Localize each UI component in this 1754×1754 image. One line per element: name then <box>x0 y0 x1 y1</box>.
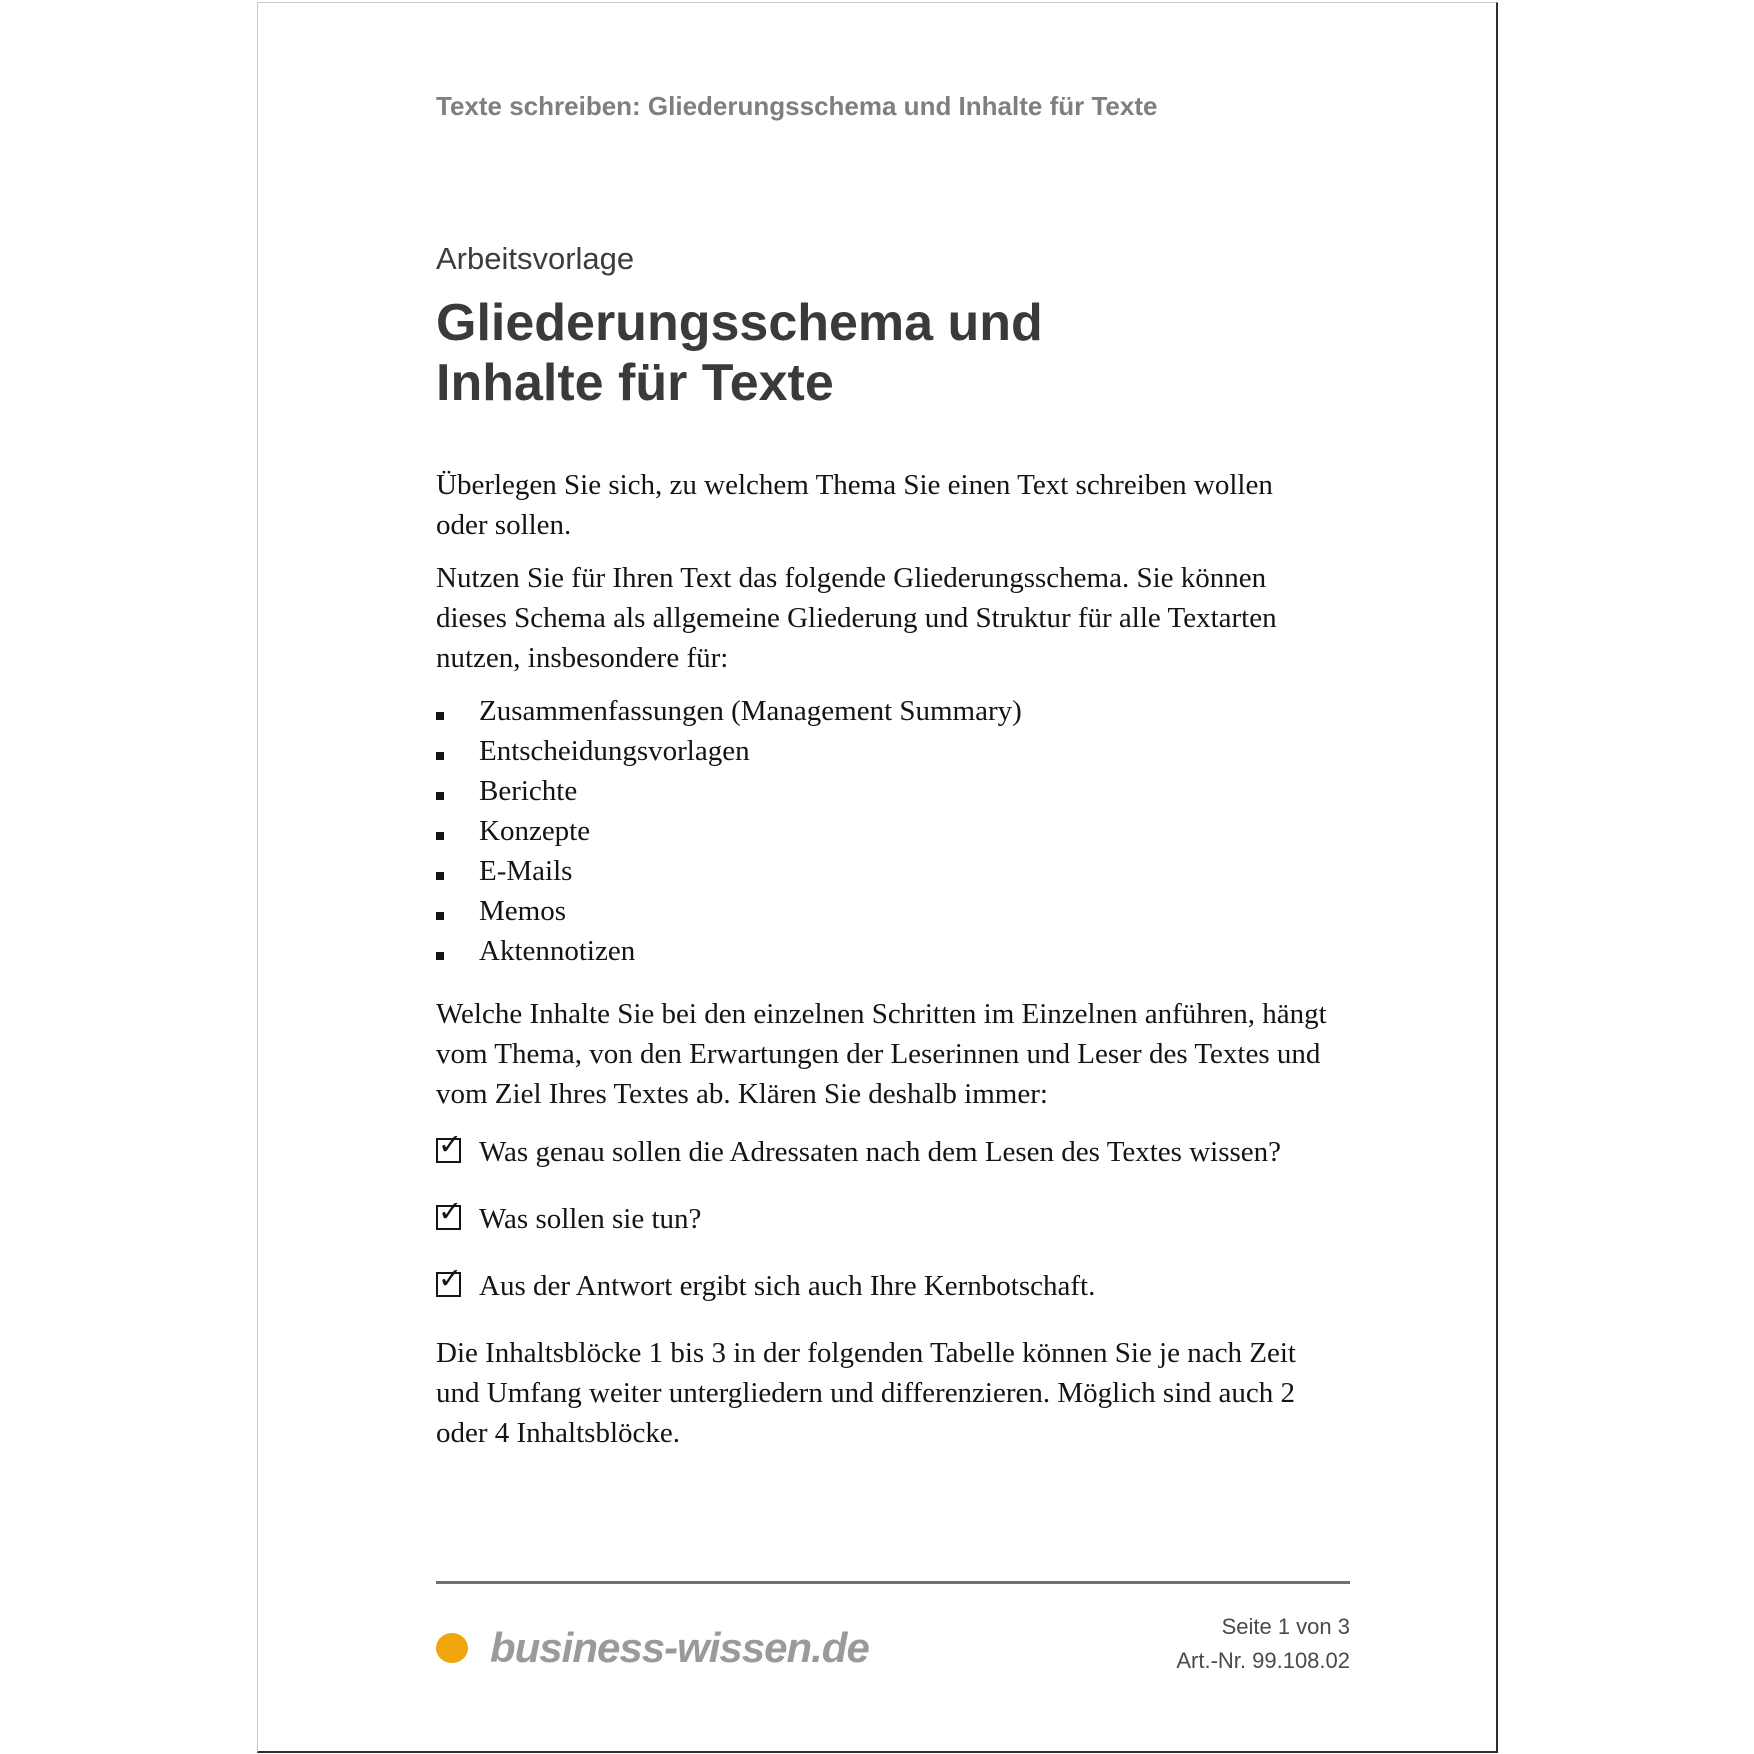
checklist-item-label: Aus der Antwort ergibt sich auch Ihre Kernbotschaft. <box>479 1270 1096 1303</box>
list-item <box>436 731 1350 771</box>
list-item-label: Zusammenfassungen (Management Summary) <box>479 695 1022 728</box>
list-item-label: Memos <box>479 895 566 928</box>
page-number: Seite 1 von 3 <box>1221 1614 1350 1639</box>
checklist-item <box>436 1261 1350 1308</box>
logo-dot-icon <box>436 1633 468 1663</box>
bullet-square-icon <box>436 811 479 851</box>
checked-checkbox-icon: ✓ <box>438 1127 463 1162</box>
bullet-square-icon <box>436 931 479 971</box>
list-item <box>436 891 1350 931</box>
page-title <box>436 293 1350 413</box>
checklist-item <box>436 1194 1350 1241</box>
list-item-label: Entscheidungsvorlagen <box>479 735 750 768</box>
checked-checkbox-icon: ✓ <box>438 1261 463 1296</box>
page-content <box>436 3 1350 1466</box>
text-types-list <box>436 691 1350 971</box>
page-footer <box>436 1581 1350 1678</box>
bullet-square-icon <box>436 731 479 771</box>
business-wissen-logo <box>436 1624 869 1672</box>
intro-paragraph-1: Überlegen Sie sich, zu welchem Thema Sie einen Text schreiben wollen oder sollen. <box>436 469 1273 542</box>
checklist-item-label: Was genau sollen die Adressaten nach dem Lesen des Textes wissen? <box>479 1136 1282 1169</box>
list-item <box>436 851 1350 891</box>
list-item <box>436 771 1350 811</box>
clarify-checklist <box>436 1127 1350 1308</box>
article-number: Art.-Nr. 99.108.02 <box>1176 1648 1350 1673</box>
intro-paragraph-2: Nutzen Sie für Ihren Text das folgende Gliederungsschema. Sie können dieses Schema als allgemeine Gliederung und Struktur für alle Textarten nutzen, insbesondere für: <box>436 562 1277 675</box>
logo-text: business-wissen.de <box>490 1624 869 1671</box>
checklist-item <box>436 1127 1350 1174</box>
closing-paragraph: Die Inhaltsblöcke 1 bis 3 in der folgenden Tabelle können Sie je nach Zeit und Umfang weiter untergliedern und differenzieren. Möglich sind auch 2 oder 4 Inhaltsblöcke. <box>436 1337 1296 1450</box>
middle-paragraph: Welche Inhalte Sie bei den einzelnen Schritten im Einzelnen anführen, hängt vom Thema, von den Erwartungen der Leserinnen und Leser des Textes und vom Ziel Ihres Textes ab. Klären Sie deshalb immer: <box>436 998 1327 1111</box>
list-item <box>436 691 1350 731</box>
list-item-label: Konzepte <box>479 815 591 848</box>
checked-checkbox-icon: ✓ <box>438 1194 463 1229</box>
bullet-square-icon <box>436 691 479 731</box>
document-page <box>257 2 1498 1753</box>
bullet-square-icon <box>436 891 479 931</box>
body-text <box>436 465 1350 1453</box>
page-title-line2: Inhalte für Texte <box>436 354 834 413</box>
list-item <box>436 811 1350 851</box>
list-item-label: E-Mails <box>479 855 573 888</box>
list-item <box>436 931 1350 971</box>
document-kicker: Arbeitsvorlage <box>436 241 635 277</box>
bullet-square-icon <box>436 771 479 811</box>
list-item-label: Berichte <box>479 775 578 808</box>
page-title-line1: Gliederungsschema und <box>436 294 1043 353</box>
running-header: Texte schreiben: Gliederungsschema und Inhalte für Texte <box>436 91 1158 121</box>
footer-info <box>1176 1610 1350 1678</box>
bullet-square-icon <box>436 851 479 891</box>
list-item-label: Aktennotizen <box>479 935 636 968</box>
checklist-item-label: Was sollen sie tun? <box>479 1203 702 1236</box>
